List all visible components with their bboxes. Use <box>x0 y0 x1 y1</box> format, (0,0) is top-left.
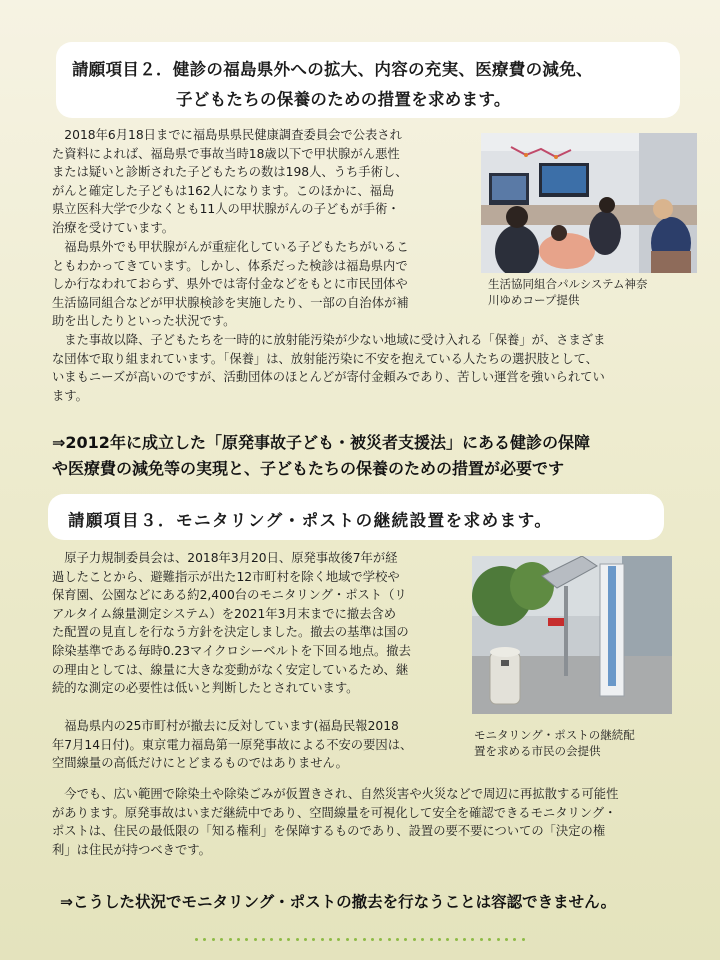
decorative-dot <box>229 938 232 941</box>
decorative-dot <box>488 938 491 941</box>
section3-paragraph3 <box>52 785 672 859</box>
decorative-dot <box>371 938 374 941</box>
text-line: または疑いと診断された子どもたちの数は198人、うち手術し、 <box>52 165 408 180</box>
text-line: 年7月14日付)。東京電力福島第一原発事故による不安の要因は、 <box>52 737 413 752</box>
text-line: いまもニーズが高いのですが、活動団体のほとんどが寄付金頼みであり、苦しい運営を強いられてい <box>52 370 605 385</box>
decorative-dot <box>279 938 282 941</box>
text-line: 続的な測定の必要性は低いと判断したとされています。 <box>52 681 359 696</box>
text-line: ます。 <box>52 388 88 403</box>
text-line: アルタイム線量測定システム）を2021年3月末までに撤去含め <box>52 606 397 621</box>
text-line: ともわかってきています。しかし、体系だった検診は福島県内で <box>52 258 408 273</box>
decorative-dot <box>212 938 215 941</box>
decorative-dot <box>346 938 349 941</box>
text-line: 福島県内の25市町村が撤去に反対しています(福島民報2018 <box>52 719 399 733</box>
decorative-dot <box>220 938 223 941</box>
decorative-dot <box>388 938 391 941</box>
text-line: 治療を受けています。 <box>52 220 174 235</box>
decorative-dot <box>379 938 382 941</box>
decorative-dot <box>270 938 273 941</box>
text-line: 今でも、広い範囲で除染土や除染ごみが仮置きされ、自然災害や火災などで周辺に再拡散する可能性 <box>52 787 619 801</box>
decorative-dot <box>463 938 466 941</box>
decorative-dot <box>404 938 407 941</box>
text-line: 福島県外でも甲状腺がんが重症化している子どもたちがいるこ <box>52 240 409 254</box>
decorative-dot <box>522 938 525 941</box>
decorative-dot <box>254 938 257 941</box>
decorative-dot <box>245 938 248 941</box>
text-line: がんと確定した子どもは162人になります。このほかに、福島 <box>52 183 395 198</box>
text-line: 県立医科大学で少なくとも11人の甲状腺がんの子どもが手術・ <box>52 202 400 217</box>
section3-conclusion: ⇒こうした状況でモニタリング・ポストの撤去を行なうことは容認できません。 <box>60 893 617 911</box>
text-line: 保育園、公園などにある約2,400台のモニタリング・ポスト（リ <box>52 588 407 603</box>
decorative-dot <box>413 938 416 941</box>
decorative-dot <box>195 938 198 941</box>
text-line: な団体で取り組まれています。「保養」は、放射能汚染に不安を抱えている人たちの選択肢として、 <box>52 351 598 366</box>
section3-paragraph1 <box>52 549 462 698</box>
section2-conclusion <box>52 430 590 482</box>
text-line: た配置の見直しを行なう方針を決定しました。撤去の基準は国の <box>52 625 409 640</box>
decorative-dot <box>363 938 366 941</box>
text-line: の理由としては、線量に大きな変動がなく安定しているため、継 <box>52 662 409 677</box>
text-line: 利」は住民が持つべきです。 <box>52 842 211 857</box>
decorative-dot <box>471 938 474 941</box>
text-line: があります。原発事故はいまだ継続中であり、空間線量を可視化して安全を確認できるモニタリング・ <box>52 805 617 820</box>
text-line: 原子力規制委員会は、2018年3月20日、原発事故後7年が経 <box>52 551 398 565</box>
decorative-dotted-line <box>195 938 525 944</box>
conclusion-line: や医療費の減免等の実現と、子どもたちの保養のための措置が必要です <box>52 459 565 478</box>
conclusion-line: ⇒2012年に成立した「原発事故子ども・被災者支援法」にある健診の保障 <box>52 433 590 452</box>
text-line: 2018年6月18日までに福島県県民健康調査委員会で公表され <box>52 128 402 142</box>
decorative-dot <box>237 938 240 941</box>
caption-line: 生活協同組合パルシステム神奈 <box>488 277 648 291</box>
decorative-dot <box>446 938 449 941</box>
section3-heading-box <box>48 494 664 540</box>
section2-heading-line2: 子どもたちの保養のための措置を求めます。 <box>176 90 511 109</box>
monitoring-photo-caption <box>474 727 635 759</box>
section2-paragraph3 <box>52 331 672 405</box>
decorative-dot <box>421 938 424 941</box>
section2-paragraph1 <box>52 126 452 238</box>
monitoring-post-image <box>472 556 672 714</box>
decorative-dot <box>455 938 458 941</box>
thyroid-screening-image <box>481 133 697 273</box>
text-line: 生活協同組合などが甲状腺検診を実施したり、一部の自治体が補 <box>52 295 409 310</box>
decorative-dot <box>337 938 340 941</box>
caption-line: 置を求める市民の会提供 <box>474 744 601 758</box>
decorative-dot <box>312 938 315 941</box>
monitoring-post-photo <box>472 556 672 714</box>
text-line: た資料によれば、福島県で事故当時18歳以下で甲状腺がん悪性 <box>52 146 400 161</box>
text-line: しか行なわれておらず、県外では寄付金などをもとに市民団体や <box>52 277 408 292</box>
text-line: ポストは、住民の最低限の「知る権利」を保障するものであり、設置の要不要についての「決定の権 <box>52 824 606 839</box>
decorative-dot <box>480 938 483 941</box>
decorative-dot <box>296 938 299 941</box>
section2-heading-line1: 請願項目２．健診の福島県外への拡大、内容の充実、医療費の減免、 <box>72 60 593 79</box>
text-line: 空間線量の高低だけにとどまるものではありません。 <box>52 756 348 771</box>
section3-paragraph2 <box>52 717 462 773</box>
decorative-dot <box>438 938 441 941</box>
decorative-dot <box>321 938 324 941</box>
text-line: 過したことから、避難指示が出た12市町村を除く地域で学校や <box>52 569 400 584</box>
decorative-dot <box>497 938 500 941</box>
caption-line: モニタリング・ポストの継続配 <box>474 728 635 742</box>
decorative-dot <box>329 938 332 941</box>
section3-heading: 請願項目３．モニタリング・ポストの継続設置を求めます。 <box>68 511 553 530</box>
text-line: 助を出したりといった状況です。 <box>52 314 236 329</box>
section2-paragraph2 <box>52 238 452 331</box>
caption-line: 川ゆめコープ提供 <box>488 293 580 307</box>
decorative-dot <box>304 938 307 941</box>
decorative-dot <box>354 938 357 941</box>
section2-heading-box <box>56 42 680 118</box>
decorative-dot <box>430 938 433 941</box>
decorative-dot <box>513 938 516 941</box>
decorative-dot <box>203 938 206 941</box>
decorative-dot <box>262 938 265 941</box>
decorative-dot <box>505 938 508 941</box>
thyroid-photo-caption <box>488 276 648 308</box>
thyroid-screening-photo <box>481 133 697 273</box>
text-line: 除染基準である毎時0.23マイクロシーベルトを下回る地点。撤去 <box>52 643 411 658</box>
text-line: また事故以降、子どもたちを一時的に放射能汚染が少ない地域に受け入れる「保養」が、さまざま <box>52 333 606 347</box>
decorative-dot <box>287 938 290 941</box>
decorative-dot <box>396 938 399 941</box>
